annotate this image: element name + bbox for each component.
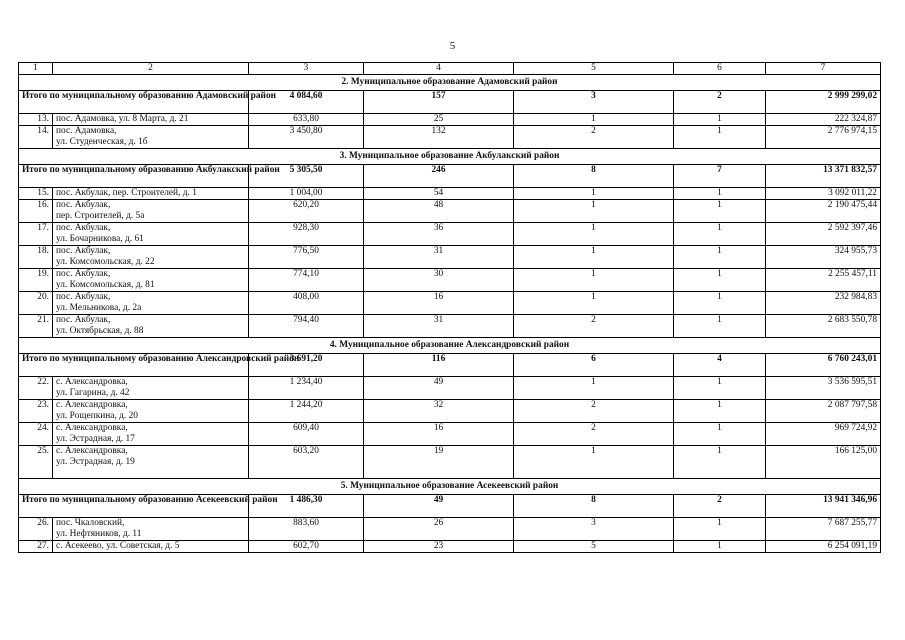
table-row [19,188,881,200]
table-row [19,269,881,292]
column-header: 1 [19,63,53,75]
cell-col5: 1 [514,446,674,479]
registry-table [18,62,881,553]
address-line: с. Александровка, [56,423,128,433]
cell-col6: 1 [674,292,766,315]
column-header: 5 [514,63,674,75]
cell-residents: 49 [364,377,514,400]
table-row [19,292,881,315]
page-number: 5 [449,40,456,52]
cell-area: 776,50 [249,246,364,269]
cell-amount: 166 125,00 [766,446,881,479]
table-row [19,423,881,446]
cell-col6: 1 [674,269,766,292]
address-cell [53,400,249,423]
subtotal-row [19,91,881,114]
cell-col5: 1 [514,200,674,223]
row-number: 15. [19,188,53,200]
address-cell [53,246,249,269]
cell-col6: 2 [674,495,766,518]
subtotal-row [19,495,881,518]
cell-col6: 1 [674,114,766,126]
cell-residents: 116 [364,354,514,377]
cell-residents: 31 [364,315,514,338]
table-row [19,315,881,338]
cell-residents: 246 [364,165,514,188]
cell-amount: 2 683 550,78 [766,315,881,338]
address-cell [53,446,249,479]
address-line: пос. Акбулак, [56,246,111,256]
address-cell [53,315,249,338]
cell-area: 5 305,50 [249,165,364,188]
cell-col5: 2 [514,315,674,338]
cell-col6: 1 [674,518,766,541]
cell-area: 602,70 [249,541,364,553]
row-number: 26. [19,518,53,541]
address-line: ул. Октябрьская, д. 88 [56,326,144,336]
row-number: 19. [19,269,53,292]
address-cell [53,292,249,315]
address-line: с. Александровка, [56,400,128,410]
cell-col5: 1 [514,114,674,126]
cell-amount: 3 536 595,51 [766,377,881,400]
cell-area: 408,00 [249,292,364,315]
cell-amount: 969 724,92 [766,423,881,446]
cell-col5: 6 [514,354,674,377]
column-header: 3 [249,63,364,75]
cell-amount: 2 087 797,58 [766,400,881,423]
cell-area: 794,40 [249,315,364,338]
cell-area: 1 004,00 [249,188,364,200]
address-line: пер. Строителей, д. 5а [56,211,145,221]
cell-col6: 1 [674,446,766,479]
address-cell [53,114,249,126]
cell-col5: 8 [514,165,674,188]
cell-col6: 1 [674,423,766,446]
column-header-row [19,63,881,75]
row-number: 18. [19,246,53,269]
cell-col6: 2 [674,91,766,114]
address-cell [53,126,249,149]
address-line: ул. Комсомольская, д. 81 [56,280,155,290]
cell-col5: 1 [514,223,674,246]
cell-residents: 32 [364,400,514,423]
table-row [19,246,881,269]
section-header-row [19,338,881,354]
address-cell [53,377,249,400]
cell-residents: 16 [364,292,514,315]
cell-col6: 1 [674,126,766,149]
cell-residents: 54 [364,188,514,200]
cell-col5: 1 [514,292,674,315]
cell-area: 633,80 [249,114,364,126]
cell-amount: 232 984,83 [766,292,881,315]
address-line: с. Александровка, [56,377,128,387]
address-cell [53,518,249,541]
cell-amount: 2 592 397,46 [766,223,881,246]
address-line: пос. Акбулак, пер. Строителей, д. 1 [56,188,197,198]
address-cell [53,188,249,200]
cell-area: 928,30 [249,223,364,246]
cell-amount: 6 760 243,01 [766,354,881,377]
subtotal-label: Итого по муниципальному образованию Акбулакский район [19,165,249,188]
address-line: ул. Эстрадная, д. 19 [56,457,135,467]
cell-residents: 30 [364,269,514,292]
section-title: 4. Муниципальное образование Александровский район [19,338,881,354]
row-number: 14. [19,126,53,149]
cell-residents: 157 [364,91,514,114]
cell-col6: 1 [674,223,766,246]
cell-col6: 4 [674,354,766,377]
subtotal-label: Итого по муниципальному образованию Асекеевский район [19,495,249,518]
cell-area: 3 450,80 [249,126,364,149]
column-header: 6 [674,63,766,75]
address-line: с. Александровка, [56,446,128,456]
address-cell [53,223,249,246]
address-line: пос. Акбулак, [56,200,111,210]
table-row [19,114,881,126]
row-number: 23. [19,400,53,423]
cell-area: 883,60 [249,518,364,541]
address-line: ул. Бочарникова, д. 61 [56,234,144,244]
cell-col5: 1 [514,188,674,200]
table-row [19,377,881,400]
address-line: ул. Студенческая, д. 1б [56,137,148,147]
column-header: 4 [364,63,514,75]
cell-area: 620,20 [249,200,364,223]
address-line: ул. Рощепкина, д. 20 [56,411,138,421]
cell-area: 774,10 [249,269,364,292]
address-line: ул. Нефтяников, д. 11 [56,529,142,539]
section-title: 2. Муниципальное образование Адамовский район [19,75,881,91]
column-header: 7 [766,63,881,75]
row-number: 22. [19,377,53,400]
address-cell [53,200,249,223]
cell-col5: 5 [514,541,674,553]
address-line: пос. Акбулак, [56,269,111,279]
cell-amount: 7 687 255,77 [766,518,881,541]
address-line: пос. Акбулак, [56,315,111,325]
section-title: 5. Муниципальное образование Асекеевский район [19,479,881,495]
cell-residents: 36 [364,223,514,246]
cell-residents: 26 [364,518,514,541]
row-number: 17. [19,223,53,246]
cell-col5: 2 [514,400,674,423]
cell-area: 609,40 [249,423,364,446]
cell-col5: 2 [514,423,674,446]
table-row [19,541,881,553]
row-number: 24. [19,423,53,446]
cell-amount: 13 941 346,96 [766,495,881,518]
section-header-row [19,479,881,495]
cell-col5: 1 [514,246,674,269]
subtotal-label: Итого по муниципальному образованию Александровский район [19,354,249,377]
row-number: 16. [19,200,53,223]
cell-col6: 1 [674,541,766,553]
table-row [19,518,881,541]
cell-residents: 16 [364,423,514,446]
address-line: пос. Акбулак, [56,223,111,233]
cell-residents: 19 [364,446,514,479]
address-cell [53,269,249,292]
cell-col6: 1 [674,200,766,223]
cell-amount: 324 955,73 [766,246,881,269]
cell-area: 603,20 [249,446,364,479]
address-line: пос. Чкаловский, [56,518,125,528]
address-cell [53,423,249,446]
cell-residents: 49 [364,495,514,518]
section-header-row [19,75,881,91]
cell-amount: 6 254 091,19 [766,541,881,553]
cell-amount: 2 255 457,11 [766,269,881,292]
section-header-row [19,149,881,165]
table-body [19,63,881,553]
cell-col6: 1 [674,188,766,200]
address-line: пос. Адамовка, ул. 8 Марта, д. 21 [56,114,189,124]
cell-col6: 1 [674,400,766,423]
cell-area: 3 691,20 [249,354,364,377]
row-number: 25. [19,446,53,479]
address-cell [53,541,249,553]
cell-area: 1 486,30 [249,495,364,518]
cell-amount: 13 371 832,57 [766,165,881,188]
cell-col5: 8 [514,495,674,518]
address-line: ул. Мельникова, д. 2а [56,303,142,313]
cell-col6: 1 [674,315,766,338]
cell-residents: 31 [364,246,514,269]
subtotal-label: Итого по муниципальному образованию Адамовский район [19,91,249,114]
cell-residents: 132 [364,126,514,149]
table-row [19,446,881,479]
row-number: 13. [19,114,53,126]
cell-residents: 25 [364,114,514,126]
cell-col6: 1 [674,377,766,400]
cell-col6: 1 [674,246,766,269]
cell-amount: 3 092 011,22 [766,188,881,200]
address-line: пос. Акбулак, [56,292,111,302]
address-line: ул. Эстрадная, д. 17 [56,434,135,444]
address-line: пос. Адамовка, [56,126,117,136]
cell-col5: 3 [514,91,674,114]
cell-amount: 2 776 974,15 [766,126,881,149]
cell-amount: 2 190 475,44 [766,200,881,223]
address-line: с. Асекеево, ул. Советская, д. 5 [56,541,180,551]
column-header: 2 [53,63,249,75]
section-title: 3. Муниципальное образование Акбулакский район [19,149,881,165]
row-number: 21. [19,315,53,338]
cell-col5: 3 [514,518,674,541]
cell-col5: 1 [514,377,674,400]
cell-area: 1 244,20 [249,400,364,423]
row-number: 20. [19,292,53,315]
subtotal-row [19,354,881,377]
address-line: ул. Комсомольская, д. 22 [56,257,155,267]
table-row [19,400,881,423]
cell-amount: 222 324,87 [766,114,881,126]
cell-col6: 7 [674,165,766,188]
cell-amount: 2 999 299,02 [766,91,881,114]
table-row [19,223,881,246]
cell-col5: 1 [514,269,674,292]
subtotal-row [19,165,881,188]
table-row [19,126,881,149]
row-number: 27. [19,541,53,553]
address-line: ул. Гагарина, д. 42 [56,388,130,398]
cell-col5: 2 [514,126,674,149]
cell-area: 4 084,60 [249,91,364,114]
table-row [19,200,881,223]
cell-residents: 48 [364,200,514,223]
cell-area: 1 234,40 [249,377,364,400]
cell-residents: 23 [364,541,514,553]
